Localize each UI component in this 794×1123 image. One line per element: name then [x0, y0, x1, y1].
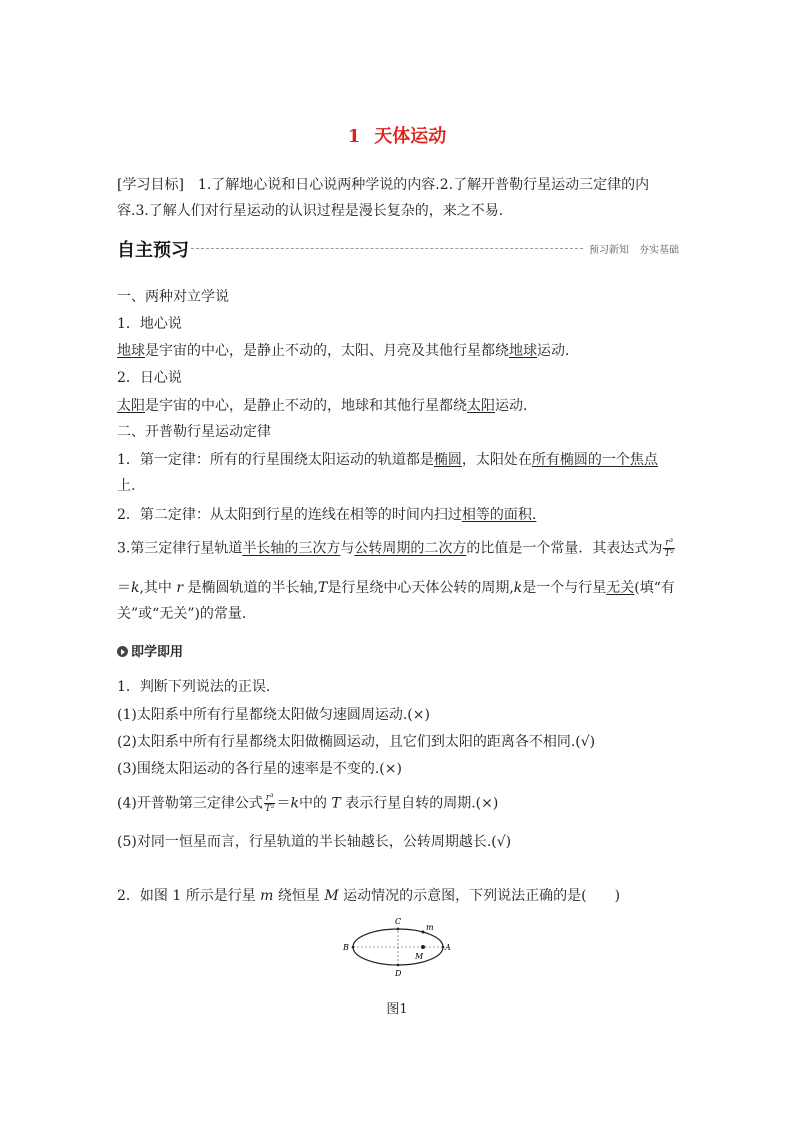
label-star: M: [415, 952, 424, 961]
orbit-diagram: [343, 914, 453, 976]
blank: 地球: [117, 343, 145, 359]
item1-text: 地球是宇宙的中心，是静止不动的，太阳、月亮及其他行星都绕地球运动.: [117, 343, 570, 359]
formula-fraction: $\frac{\text{r³}}{\text{T²}}$: [664, 538, 674, 559]
question-1-item: (1)太阳系中所有行星都绕太阳做匀速圆周运动.(×): [117, 707, 430, 723]
blank: 相等的面积.: [461, 507, 537, 523]
question-1-item: (2)太阳系中所有行星都绕太阳做椭圆运动，且它们到太阳的距离各不相同.(√): [117, 734, 596, 750]
blank: 所有椭圆的一个焦点: [531, 452, 658, 468]
item2-title: 2．日心说: [117, 370, 182, 386]
section1-heading: 一、两种对立学说: [117, 289, 229, 305]
blank: 无关: [606, 580, 635, 596]
question-2: 2．如图 1 所示是行星 m 绕恒星 M 运动情况的示意图，下列说法正确的是( ): [117, 888, 621, 904]
question-1-item: (4)开普勒第三定律公式 $\frac{\text{r³}}{\text{T²}}$ ＝k中的 T 表示行星自转的周期.(×): [117, 793, 499, 814]
label-d: D: [395, 969, 402, 976]
label-b: B: [343, 943, 349, 952]
blank: 半长轴的三次方: [242, 540, 341, 557]
law1-text-cont: 上.: [117, 478, 136, 494]
play-circle-icon: [117, 646, 128, 657]
objectives-line-1: [学习目标] 1.了解地心说和日心说两种学说的内容.2.了解开普勒行星运动三定律的内: [117, 177, 650, 193]
label-a: A: [445, 943, 451, 952]
banner-subtitle: 预习新知 夯实基础: [589, 245, 679, 256]
blank: 椭圆: [433, 452, 462, 468]
question-1: 1．判断下列说法的正误.: [117, 679, 271, 695]
item1-title: 1．地心说: [117, 316, 182, 332]
figure-caption: 图1: [386, 1002, 408, 1017]
title-number: 1: [347, 126, 361, 147]
banner-title: 自主预习: [117, 240, 189, 261]
objectives-line-2: 容.3.了解人们对行星运动的认识过程是漫长复杂的，来之不易.: [117, 203, 504, 219]
law2-text: 2．第二定律：从太阳到行星的连线在相等的时间内扫过相等的面积.: [117, 507, 537, 523]
law3-text: 3.第三定律行星轨道半长轴的三次方与公转周期的二次方的比值是一个常量．其表达式为 $\frac{\text{r³}}{\text{T²}}$: [117, 538, 674, 559]
blank: 地球: [509, 343, 537, 359]
blank: 太阳: [117, 398, 145, 414]
point-c: [397, 928, 400, 931]
question-1-item: (3)围绕太阳运动的各行星的速率是不变的.(×): [117, 761, 402, 777]
section2-heading: 二、开普勒行星运动定律: [117, 424, 271, 440]
blank: 公转周期的二次方: [354, 540, 467, 557]
blank: 太阳: [467, 398, 495, 414]
law3-text-end: 关”或“无关”)的常量.: [117, 606, 247, 622]
law3-text-cont: ＝k,其中 r 是椭圆轨道的半长轴,T是行星绕中心天体公转的周期,k是一个与行星无关(填“有: [117, 580, 675, 596]
page-title: [0, 122, 794, 148]
planet-point: [422, 931, 425, 934]
label-planet: m: [426, 923, 434, 932]
question-1-item: (5)对同一恒星而言，行星轨道的半长轴越长，公转周期越长.(√): [117, 834, 512, 850]
law1-text: 1．第一定律：所有的行星围绕太阳运动的轨道都是椭圆，太阳处在所有椭圆的一个焦点: [117, 452, 658, 468]
title-text: 天体运动: [374, 126, 447, 147]
point-d: [397, 964, 400, 967]
point-b: [352, 946, 355, 949]
formula-fraction: $\frac{\text{r³}}{\text{T²}}$: [264, 793, 275, 814]
banner-divider: [191, 248, 583, 249]
label-c: C: [395, 917, 402, 926]
practice-heading: 即学即用: [117, 643, 183, 663]
star-point: [421, 945, 425, 949]
point-a: [442, 946, 445, 949]
item2-text: 太阳是宇宙的中心，是静止不动的，地球和其他行星都绕太阳运动.: [117, 398, 528, 414]
